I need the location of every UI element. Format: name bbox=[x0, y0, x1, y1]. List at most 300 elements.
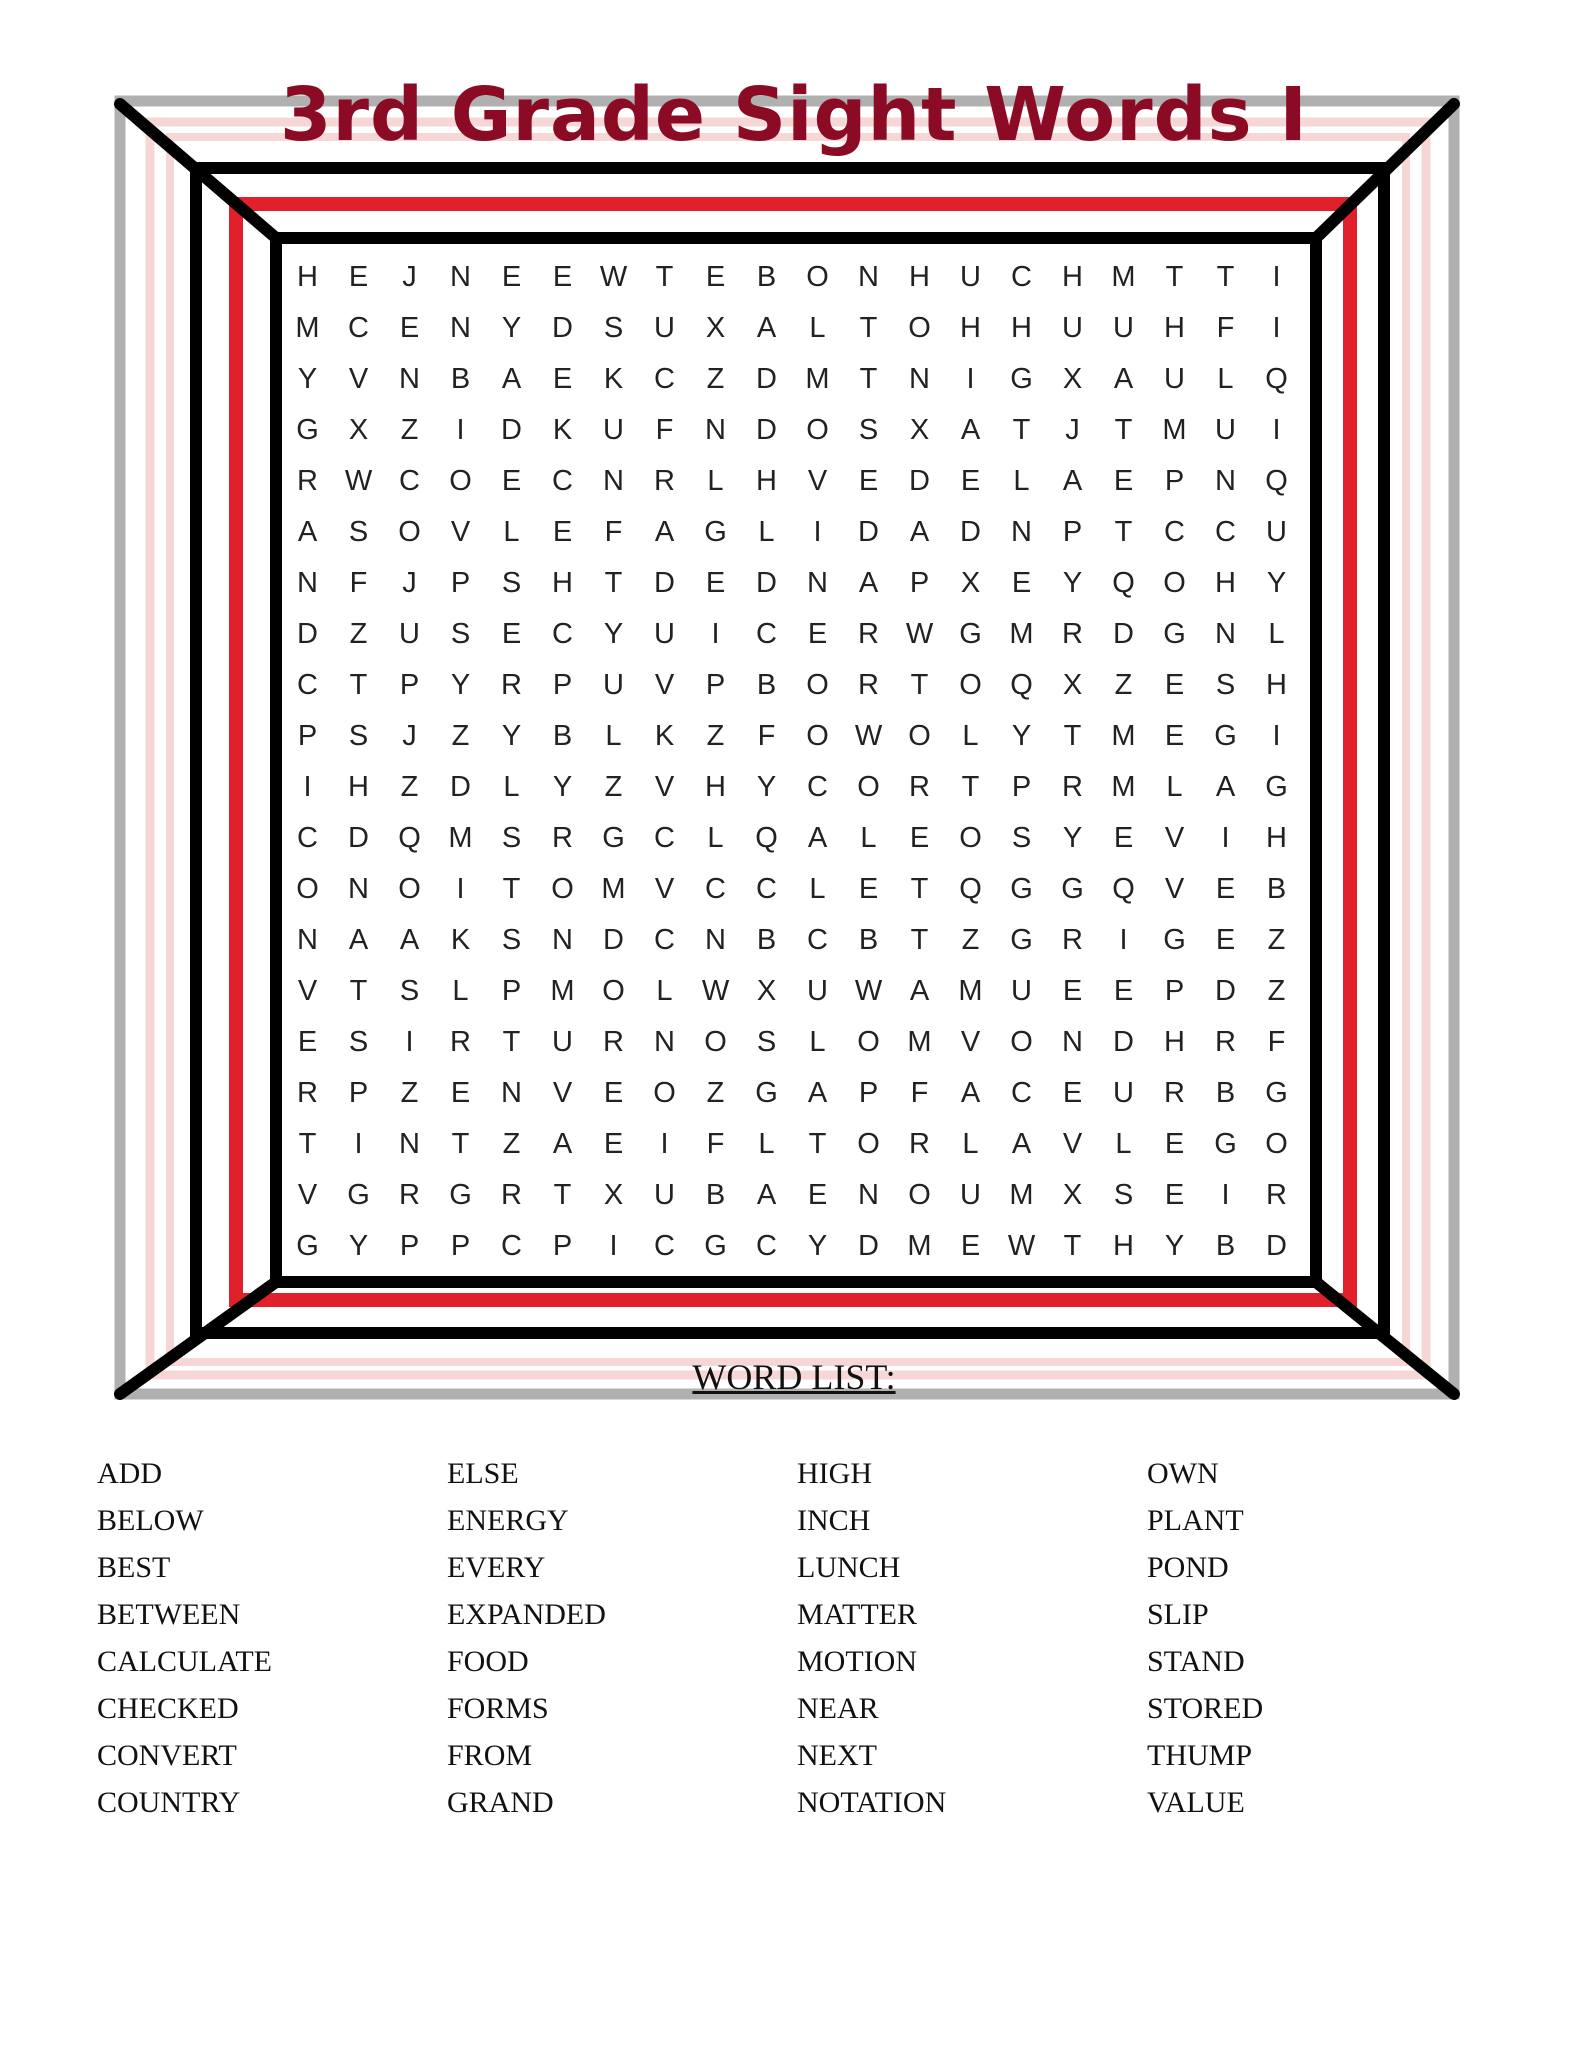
grid-letter[interactable]: I bbox=[966, 363, 975, 395]
grid-letter[interactable]: O bbox=[908, 312, 931, 344]
grid-letter[interactable]: W bbox=[854, 975, 883, 1007]
grid-letter[interactable]: N bbox=[348, 873, 369, 905]
grid-letter[interactable]: L bbox=[1217, 363, 1234, 395]
grid-letter[interactable]: O bbox=[857, 1026, 880, 1058]
grid-letter[interactable]: I bbox=[813, 516, 822, 548]
grid-letter[interactable]: T bbox=[553, 1179, 572, 1211]
grid-letter[interactable]: C bbox=[552, 465, 573, 497]
grid-letter[interactable]: G bbox=[1010, 924, 1033, 956]
grid-letter[interactable]: O bbox=[449, 465, 472, 497]
grid-letter[interactable]: T bbox=[349, 669, 368, 701]
grid-letter[interactable]: B bbox=[756, 924, 777, 956]
grid-letter[interactable]: E bbox=[501, 618, 522, 650]
grid-letter[interactable]: M bbox=[1009, 618, 1034, 650]
grid-letter[interactable]: Z bbox=[1267, 975, 1286, 1007]
grid-letter[interactable]: I bbox=[1119, 924, 1128, 956]
grid-letter[interactable]: T bbox=[1012, 414, 1031, 446]
grid-letter[interactable]: U bbox=[960, 261, 981, 293]
grid-letter[interactable]: L bbox=[707, 465, 724, 497]
grid-letter[interactable]: P bbox=[1164, 975, 1185, 1007]
grid-letter[interactable]: Z bbox=[1267, 924, 1286, 956]
grid-letter[interactable]: O bbox=[959, 669, 982, 701]
grid-letter[interactable]: F bbox=[1267, 1026, 1286, 1058]
grid-letter[interactable]: A bbox=[297, 516, 318, 548]
grid-letter[interactable]: L bbox=[1115, 1128, 1132, 1160]
grid-letter[interactable]: Z bbox=[961, 924, 980, 956]
grid-letter[interactable]: I bbox=[660, 1128, 669, 1160]
grid-letter[interactable]: F bbox=[349, 567, 368, 599]
grid-letter[interactable]: I bbox=[1272, 720, 1281, 752]
grid-letter[interactable]: A bbox=[654, 516, 675, 548]
grid-letter[interactable]: P bbox=[705, 669, 726, 701]
grid-letter[interactable]: L bbox=[809, 312, 826, 344]
grid-letter[interactable]: N bbox=[1215, 618, 1236, 650]
grid-letter[interactable]: I bbox=[354, 1128, 363, 1160]
grid-letter[interactable]: E bbox=[552, 363, 573, 395]
grid-letter[interactable]: I bbox=[405, 1026, 414, 1058]
grid-letter[interactable]: A bbox=[909, 975, 930, 1007]
grid-letter[interactable]: T bbox=[961, 771, 980, 803]
grid-letter[interactable]: G bbox=[1010, 873, 1033, 905]
grid-letter[interactable]: P bbox=[1164, 465, 1185, 497]
grid-letter[interactable]: D bbox=[756, 567, 777, 599]
grid-letter[interactable]: G bbox=[347, 1179, 370, 1211]
grid-letter[interactable]: D bbox=[1113, 1026, 1134, 1058]
grid-letter[interactable]: H bbox=[909, 261, 930, 293]
grid-letter[interactable]: L bbox=[809, 873, 826, 905]
grid-letter[interactable]: J bbox=[402, 720, 417, 752]
grid-letter[interactable]: T bbox=[1063, 720, 1082, 752]
grid-letter[interactable]: V bbox=[297, 975, 318, 1007]
grid-letter[interactable]: R bbox=[1215, 1026, 1236, 1058]
grid-letter[interactable]: O bbox=[806, 261, 829, 293]
grid-letter[interactable]: U bbox=[1266, 516, 1287, 548]
grid-letter[interactable]: S bbox=[1113, 1179, 1134, 1211]
grid-letter[interactable]: K bbox=[603, 363, 624, 395]
grid-letter[interactable]: G bbox=[602, 822, 625, 854]
grid-letter[interactable]: A bbox=[552, 1128, 573, 1160]
grid-letter[interactable]: O bbox=[806, 414, 829, 446]
grid-letter[interactable]: P bbox=[909, 567, 930, 599]
grid-letter[interactable]: N bbox=[501, 1077, 522, 1109]
grid-letter[interactable]: A bbox=[1113, 363, 1134, 395]
grid-letter[interactable]: T bbox=[1114, 414, 1133, 446]
grid-letter[interactable]: P bbox=[552, 669, 573, 701]
grid-letter[interactable]: C bbox=[756, 618, 777, 650]
grid-letter[interactable]: F bbox=[655, 414, 674, 446]
grid-letter[interactable]: L bbox=[962, 1128, 979, 1160]
grid-letter[interactable]: Y bbox=[807, 1230, 828, 1262]
grid-letter[interactable]: N bbox=[399, 363, 420, 395]
grid-letter[interactable]: T bbox=[910, 873, 929, 905]
grid-letter[interactable]: T bbox=[1114, 516, 1133, 548]
grid-letter[interactable]: Y bbox=[552, 771, 573, 803]
grid-letter[interactable]: T bbox=[298, 1128, 317, 1160]
grid-letter[interactable]: O bbox=[908, 720, 931, 752]
grid-letter[interactable]: Y bbox=[348, 1230, 369, 1262]
grid-letter[interactable]: E bbox=[960, 1230, 981, 1262]
grid-letter[interactable]: E bbox=[705, 261, 726, 293]
grid-letter[interactable]: L bbox=[860, 822, 877, 854]
grid-letter[interactable]: M bbox=[805, 363, 830, 395]
grid-letter[interactable]: T bbox=[502, 873, 521, 905]
grid-letter[interactable]: L bbox=[452, 975, 469, 1007]
grid-letter[interactable]: Q bbox=[1265, 465, 1288, 497]
grid-letter[interactable]: T bbox=[910, 669, 929, 701]
grid-letter[interactable]: C bbox=[501, 1230, 522, 1262]
grid-letter[interactable]: I bbox=[1221, 822, 1230, 854]
grid-letter[interactable]: R bbox=[450, 1026, 471, 1058]
grid-letter[interactable]: E bbox=[1113, 822, 1134, 854]
grid-letter[interactable]: V bbox=[1062, 1128, 1083, 1160]
grid-letter[interactable]: P bbox=[348, 1077, 369, 1109]
grid-letter[interactable]: U bbox=[654, 1179, 675, 1211]
grid-letter[interactable]: G bbox=[296, 414, 319, 446]
grid-letter[interactable]: F bbox=[604, 516, 623, 548]
grid-letter[interactable]: B bbox=[705, 1179, 726, 1211]
grid-letter[interactable]: C bbox=[654, 822, 675, 854]
grid-letter[interactable]: I bbox=[456, 414, 465, 446]
grid-letter[interactable]: C bbox=[654, 924, 675, 956]
grid-letter[interactable]: M bbox=[907, 1026, 932, 1058]
grid-letter[interactable]: A bbox=[756, 1179, 777, 1211]
grid-letter[interactable]: E bbox=[1011, 567, 1032, 599]
grid-letter[interactable]: Q bbox=[1112, 873, 1135, 905]
grid-letter[interactable]: O bbox=[653, 1077, 676, 1109]
grid-letter[interactable]: X bbox=[909, 414, 930, 446]
grid-letter[interactable]: E bbox=[858, 465, 879, 497]
grid-letter[interactable]: B bbox=[756, 261, 777, 293]
grid-letter[interactable]: O bbox=[296, 873, 319, 905]
grid-letter[interactable]: F bbox=[706, 1128, 725, 1160]
grid-letter[interactable]: I bbox=[1221, 1179, 1230, 1211]
grid-letter[interactable]: C bbox=[654, 363, 675, 395]
grid-letter[interactable]: V bbox=[807, 465, 828, 497]
grid-letter[interactable]: E bbox=[348, 261, 369, 293]
grid-letter[interactable]: A bbox=[756, 312, 777, 344]
grid-letter[interactable]: O bbox=[806, 669, 829, 701]
grid-letter[interactable]: D bbox=[960, 516, 981, 548]
grid-letter[interactable]: S bbox=[756, 1026, 777, 1058]
grid-letter[interactable]: L bbox=[656, 975, 673, 1007]
grid-letter[interactable]: V bbox=[1164, 822, 1185, 854]
grid-letter[interactable]: H bbox=[756, 465, 777, 497]
grid-letter[interactable]: D bbox=[450, 771, 471, 803]
grid-letter[interactable]: N bbox=[450, 312, 471, 344]
grid-letter[interactable]: R bbox=[1266, 1179, 1287, 1211]
grid-letter[interactable]: T bbox=[451, 1128, 470, 1160]
grid-letter[interactable]: E bbox=[909, 822, 930, 854]
grid-letter[interactable]: A bbox=[909, 516, 930, 548]
grid-letter[interactable]: S bbox=[501, 924, 522, 956]
grid-letter[interactable]: T bbox=[910, 924, 929, 956]
grid-letter[interactable]: E bbox=[603, 1077, 624, 1109]
grid-letter[interactable]: M bbox=[1162, 414, 1187, 446]
grid-letter[interactable]: E bbox=[1164, 669, 1185, 701]
grid-letter[interactable]: A bbox=[1062, 465, 1083, 497]
grid-letter[interactable]: C bbox=[399, 465, 420, 497]
grid-letter[interactable]: O bbox=[1163, 567, 1186, 599]
grid-letter[interactable]: E bbox=[1215, 924, 1236, 956]
grid-letter[interactable]: I bbox=[456, 873, 465, 905]
grid-letter[interactable]: C bbox=[807, 924, 828, 956]
grid-letter[interactable]: K bbox=[450, 924, 471, 956]
grid-letter[interactable]: O bbox=[806, 720, 829, 752]
grid-letter[interactable]: Z bbox=[400, 1077, 419, 1109]
grid-letter[interactable]: Z bbox=[400, 771, 419, 803]
grid-letter[interactable]: M bbox=[1111, 720, 1136, 752]
grid-letter[interactable]: U bbox=[552, 1026, 573, 1058]
grid-letter[interactable]: H bbox=[1011, 312, 1032, 344]
grid-letter[interactable]: A bbox=[960, 414, 981, 446]
grid-letter[interactable]: C bbox=[552, 618, 573, 650]
grid-letter[interactable]: C bbox=[1164, 516, 1185, 548]
grid-letter[interactable]: A bbox=[1011, 1128, 1032, 1160]
grid-letter[interactable]: N bbox=[858, 261, 879, 293]
grid-letter[interactable]: E bbox=[603, 1128, 624, 1160]
grid-letter[interactable]: A bbox=[399, 924, 420, 956]
grid-letter[interactable]: V bbox=[654, 873, 675, 905]
grid-letter[interactable]: E bbox=[705, 567, 726, 599]
grid-letter[interactable]: M bbox=[958, 975, 983, 1007]
grid-letter[interactable]: A bbox=[807, 1077, 828, 1109]
grid-letter[interactable]: H bbox=[1164, 312, 1185, 344]
grid-letter[interactable]: D bbox=[552, 312, 573, 344]
grid-letter[interactable]: M bbox=[448, 822, 473, 854]
grid-letter[interactable]: N bbox=[1215, 465, 1236, 497]
grid-letter[interactable]: V bbox=[654, 669, 675, 701]
grid-letter[interactable]: L bbox=[809, 1026, 826, 1058]
grid-letter[interactable]: A bbox=[348, 924, 369, 956]
grid-letter[interactable]: E bbox=[450, 1077, 471, 1109]
grid-letter[interactable]: Q bbox=[1112, 567, 1135, 599]
grid-letter[interactable]: J bbox=[402, 261, 417, 293]
grid-letter[interactable]: N bbox=[909, 363, 930, 395]
grid-letter[interactable]: I bbox=[1272, 312, 1281, 344]
grid-letter[interactable]: M bbox=[295, 312, 320, 344]
grid-letter[interactable]: Y bbox=[756, 771, 777, 803]
grid-letter[interactable]: D bbox=[756, 363, 777, 395]
grid-letter[interactable]: N bbox=[1011, 516, 1032, 548]
grid-letter[interactable]: R bbox=[297, 1077, 318, 1109]
grid-letter[interactable]: M bbox=[907, 1230, 932, 1262]
grid-letter[interactable]: F bbox=[1216, 312, 1235, 344]
grid-letter[interactable]: H bbox=[1113, 1230, 1134, 1262]
grid-letter[interactable]: P bbox=[552, 1230, 573, 1262]
grid-letter[interactable]: D bbox=[858, 516, 879, 548]
grid-letter[interactable]: O bbox=[857, 1128, 880, 1160]
grid-letter[interactable]: Z bbox=[1114, 669, 1133, 701]
grid-letter[interactable]: N bbox=[297, 567, 318, 599]
grid-letter[interactable]: G bbox=[1010, 363, 1033, 395]
grid-letter[interactable]: E bbox=[1113, 465, 1134, 497]
grid-letter[interactable]: H bbox=[1215, 567, 1236, 599]
grid-letter[interactable]: I bbox=[1272, 261, 1281, 293]
grid-letter[interactable]: Y bbox=[1062, 822, 1083, 854]
grid-letter[interactable]: U bbox=[1011, 975, 1032, 1007]
grid-letter[interactable]: H bbox=[1062, 261, 1083, 293]
grid-letter[interactable]: G bbox=[1061, 873, 1084, 905]
grid-letter[interactable]: G bbox=[755, 1077, 778, 1109]
grid-letter[interactable]: A bbox=[858, 567, 879, 599]
grid-letter[interactable]: W bbox=[854, 720, 883, 752]
grid-letter[interactable]: U bbox=[654, 618, 675, 650]
grid-letter[interactable]: U bbox=[960, 1179, 981, 1211]
grid-letter[interactable]: X bbox=[960, 567, 981, 599]
grid-letter[interactable]: V bbox=[297, 1179, 318, 1211]
grid-letter[interactable]: O bbox=[1265, 1128, 1288, 1160]
grid-letter[interactable]: O bbox=[551, 873, 574, 905]
grid-letter[interactable]: I bbox=[609, 1230, 618, 1262]
grid-letter[interactable]: X bbox=[348, 414, 369, 446]
grid-letter[interactable]: Y bbox=[297, 363, 318, 395]
grid-letter[interactable]: C bbox=[1011, 261, 1032, 293]
grid-letter[interactable]: I bbox=[1272, 414, 1281, 446]
grid-letter[interactable]: X bbox=[1062, 363, 1083, 395]
grid-letter[interactable]: T bbox=[1216, 261, 1235, 293]
grid-letter[interactable]: O bbox=[602, 975, 625, 1007]
grid-letter[interactable]: T bbox=[1063, 1230, 1082, 1262]
grid-letter[interactable]: R bbox=[603, 1026, 624, 1058]
grid-letter[interactable]: N bbox=[654, 1026, 675, 1058]
grid-letter[interactable]: U bbox=[654, 312, 675, 344]
grid-letter[interactable]: C bbox=[654, 1230, 675, 1262]
grid-letter[interactable]: L bbox=[605, 720, 622, 752]
grid-letter[interactable]: Q bbox=[1265, 363, 1288, 395]
grid-letter[interactable]: G bbox=[704, 516, 727, 548]
grid-letter[interactable]: D bbox=[1113, 618, 1134, 650]
grid-letter[interactable]: X bbox=[603, 1179, 624, 1211]
grid-letter[interactable]: U bbox=[399, 618, 420, 650]
grid-letter[interactable]: T bbox=[859, 312, 878, 344]
grid-letter[interactable]: X bbox=[1062, 1179, 1083, 1211]
grid-letter[interactable]: D bbox=[654, 567, 675, 599]
grid-letter[interactable]: H bbox=[960, 312, 981, 344]
grid-letter[interactable]: H bbox=[552, 567, 573, 599]
grid-letter[interactable]: V bbox=[552, 1077, 573, 1109]
grid-letter[interactable]: T bbox=[604, 567, 623, 599]
grid-letter[interactable]: X bbox=[705, 312, 726, 344]
grid-letter[interactable]: G bbox=[1163, 618, 1186, 650]
grid-letter[interactable]: L bbox=[707, 822, 724, 854]
grid-letter[interactable]: E bbox=[1164, 720, 1185, 752]
grid-letter[interactable]: C bbox=[297, 822, 318, 854]
grid-letter[interactable]: T bbox=[1165, 261, 1184, 293]
grid-letter[interactable]: C bbox=[705, 873, 726, 905]
grid-letter[interactable]: P bbox=[1062, 516, 1083, 548]
grid-letter[interactable]: E bbox=[1113, 975, 1134, 1007]
grid-letter[interactable]: C bbox=[348, 312, 369, 344]
grid-letter[interactable]: L bbox=[1013, 465, 1030, 497]
grid-letter[interactable]: H bbox=[297, 261, 318, 293]
grid-letter[interactable]: P bbox=[399, 669, 420, 701]
grid-letter[interactable]: R bbox=[552, 822, 573, 854]
grid-letter[interactable]: B bbox=[450, 363, 471, 395]
grid-letter[interactable]: U bbox=[603, 669, 624, 701]
grid-letter[interactable]: T bbox=[349, 975, 368, 1007]
grid-letter[interactable]: V bbox=[1164, 873, 1185, 905]
grid-letter[interactable]: P bbox=[501, 975, 522, 1007]
grid-letter[interactable]: U bbox=[1062, 312, 1083, 344]
grid-letter[interactable]: T bbox=[655, 261, 674, 293]
grid-letter[interactable]: W bbox=[1007, 1230, 1036, 1262]
grid-letter[interactable]: N bbox=[705, 414, 726, 446]
grid-letter[interactable]: R bbox=[858, 618, 879, 650]
grid-letter[interactable]: T bbox=[502, 1026, 521, 1058]
grid-letter[interactable]: D bbox=[1266, 1230, 1287, 1262]
grid-letter[interactable]: L bbox=[962, 720, 979, 752]
grid-letter[interactable]: C bbox=[297, 669, 318, 701]
grid-letter[interactable]: R bbox=[654, 465, 675, 497]
grid-letter[interactable]: O bbox=[908, 1179, 931, 1211]
grid-letter[interactable]: Z bbox=[502, 1128, 521, 1160]
grid-letter[interactable]: O bbox=[857, 771, 880, 803]
grid-letter[interactable]: G bbox=[1214, 720, 1237, 752]
grid-letter[interactable]: P bbox=[450, 1230, 471, 1262]
grid-letter[interactable]: E bbox=[1164, 1179, 1185, 1211]
grid-letter[interactable]: H bbox=[705, 771, 726, 803]
grid-letter[interactable]: B bbox=[858, 924, 879, 956]
grid-letter[interactable]: D bbox=[501, 414, 522, 446]
grid-letter[interactable]: W bbox=[701, 975, 730, 1007]
grid-letter[interactable]: O bbox=[398, 516, 421, 548]
grid-letter[interactable]: S bbox=[858, 414, 879, 446]
grid-letter[interactable]: B bbox=[1266, 873, 1287, 905]
grid-letter[interactable]: R bbox=[858, 669, 879, 701]
grid-letter[interactable]: S bbox=[450, 618, 471, 650]
grid-letter[interactable]: Q bbox=[959, 873, 982, 905]
grid-letter[interactable]: U bbox=[1113, 312, 1134, 344]
grid-letter[interactable]: N bbox=[807, 567, 828, 599]
grid-letter[interactable]: R bbox=[909, 771, 930, 803]
grid-letter[interactable]: V bbox=[960, 1026, 981, 1058]
grid-letter[interactable]: U bbox=[807, 975, 828, 1007]
grid-letter[interactable]: F bbox=[757, 720, 776, 752]
grid-letter[interactable]: R bbox=[1164, 1077, 1185, 1109]
grid-letter[interactable]: D bbox=[603, 924, 624, 956]
grid-letter[interactable]: Y bbox=[603, 618, 624, 650]
grid-letter[interactable]: H bbox=[1266, 669, 1287, 701]
grid-letter[interactable]: C bbox=[756, 873, 777, 905]
grid-letter[interactable]: R bbox=[1062, 618, 1083, 650]
grid-letter[interactable]: P bbox=[399, 1230, 420, 1262]
grid-letter[interactable]: P bbox=[297, 720, 318, 752]
grid-letter[interactable]: G bbox=[449, 1179, 472, 1211]
grid-letter[interactable]: O bbox=[1010, 1026, 1033, 1058]
grid-letter[interactable]: D bbox=[297, 618, 318, 650]
grid-letter[interactable]: Y bbox=[1062, 567, 1083, 599]
grid-letter[interactable]: R bbox=[1062, 924, 1083, 956]
grid-letter[interactable]: Z bbox=[400, 414, 419, 446]
grid-letter[interactable]: U bbox=[1113, 1077, 1134, 1109]
grid-letter[interactable]: M bbox=[1111, 771, 1136, 803]
grid-letter[interactable]: G bbox=[1214, 1128, 1237, 1160]
grid-letter[interactable]: G bbox=[1265, 771, 1288, 803]
grid-letter[interactable]: H bbox=[1266, 822, 1287, 854]
grid-letter[interactable]: E bbox=[858, 873, 879, 905]
grid-letter[interactable]: N bbox=[1062, 1026, 1083, 1058]
grid-letter[interactable]: K bbox=[654, 720, 675, 752]
grid-letter[interactable]: H bbox=[1164, 1026, 1185, 1058]
grid-letter[interactable]: Y bbox=[501, 720, 522, 752]
grid-letter[interactable]: S bbox=[1215, 669, 1236, 701]
grid-letter[interactable]: X bbox=[1062, 669, 1083, 701]
grid-letter[interactable]: E bbox=[1215, 873, 1236, 905]
grid-letter[interactable]: C bbox=[807, 771, 828, 803]
grid-letter[interactable]: M bbox=[1111, 261, 1136, 293]
grid-letter[interactable]: V bbox=[450, 516, 471, 548]
grid-letter[interactable]: D bbox=[756, 414, 777, 446]
